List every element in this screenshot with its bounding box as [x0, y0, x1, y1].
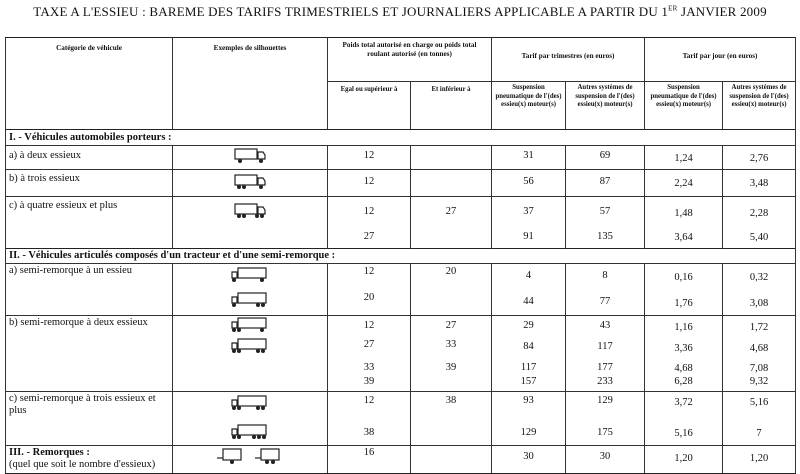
truck-articulated-icon	[230, 316, 270, 334]
section-title: II. - Véhicules articulés composés d'un tracteur et d'une semi-remorque :	[6, 249, 796, 264]
header-categorie: Catégorie de véhicule	[6, 38, 173, 130]
header-poids: Poids total autorisé en charge ou poids total roulant autorisé (en tonnes)	[328, 38, 492, 82]
tariff-table	[5, 37, 796, 474]
header-egal: Egal ou supérieur à	[328, 82, 411, 130]
truck-articulated-icon	[230, 392, 270, 412]
table-row: 33 39 117 177 4,68 7,08	[6, 358, 796, 376]
truck-rigid-icon	[233, 197, 267, 219]
header-autres-trim: Autres systèmes de suspension de l'(des) essieu(x) moteur(s)	[566, 82, 645, 130]
table-row: 38 129 175 5,16 7	[6, 421, 796, 445]
truck-articulated-icon	[230, 289, 270, 309]
table-row: c) semi-remorque à trois essieux et plus 12 38 93 129 3,72 5,16	[6, 391, 796, 421]
table-row: b) à trois essieux 12 56 87 2,24 3,48	[6, 170, 796, 197]
table-row: a) semi-remorque à un essieu 12 20 4 8 0,16 0,32	[6, 264, 796, 289]
header-inferieur: Et inférieur à	[411, 82, 492, 130]
table-row: b) semi-remorque à deux essieux 12 27 29 43 1,16 1,72	[6, 316, 796, 338]
table-row: c) à quatre essieux et plus 12 27 37 57 1,48 2,28	[6, 197, 796, 228]
header-susp-trim: Suspension pneumatique de l'(des) essieu(x) moteur(s)	[492, 82, 566, 130]
header-jour: Tarif par jour (en euros)	[645, 38, 796, 82]
header-autres-jour: Autres systèmes de suspension de l'(des) essieu(x) moteur(s)	[723, 82, 796, 130]
section-title: I. - Véhicules automobiles porteurs :	[6, 130, 796, 146]
table-row: III. - Remorques : (quel que soit le nombre d'essieux) 16 30 30 1,20 1,20	[6, 445, 796, 473]
section-title: III. - Remorques :	[9, 446, 90, 458]
page-title: TAXE A L'ESSIEU : BAREME DES TARIFS TRIMESTRIELS ET JOURNALIERS APPLICABLE A PARTIR DU 1ER JANVIER 2009	[33, 4, 767, 19]
table-row: 39 157 233 6,28 9,32	[6, 376, 796, 391]
truck-articulated-icon	[230, 264, 270, 284]
trailer-icon	[215, 446, 285, 466]
truck-articulated-icon	[230, 421, 270, 441]
header-silhouettes: Exemples de silhouettes	[173, 38, 328, 130]
truck-rigid-icon	[233, 146, 267, 164]
table-row: 27 33 84 117 3,36 4,68	[6, 337, 796, 358]
section-subtitle: (quel que soit le nombre d'essieux)	[9, 458, 156, 470]
truck-articulated-icon	[230, 337, 270, 355]
header-trimestre: Tarif par trimestres (en euros)	[492, 38, 645, 82]
header-susp-jour: Suspension pneumatique de l'(des) essieu(x) moteur(s)	[645, 82, 723, 130]
table-row: a) à deux essieux 12 31 69 1,24 2,76	[6, 146, 796, 170]
table-row: 20 44 77 1,76 3,08	[6, 289, 796, 316]
table-row: 27 91 135 3,64 5,40	[6, 228, 796, 249]
truck-rigid-icon	[233, 170, 267, 190]
